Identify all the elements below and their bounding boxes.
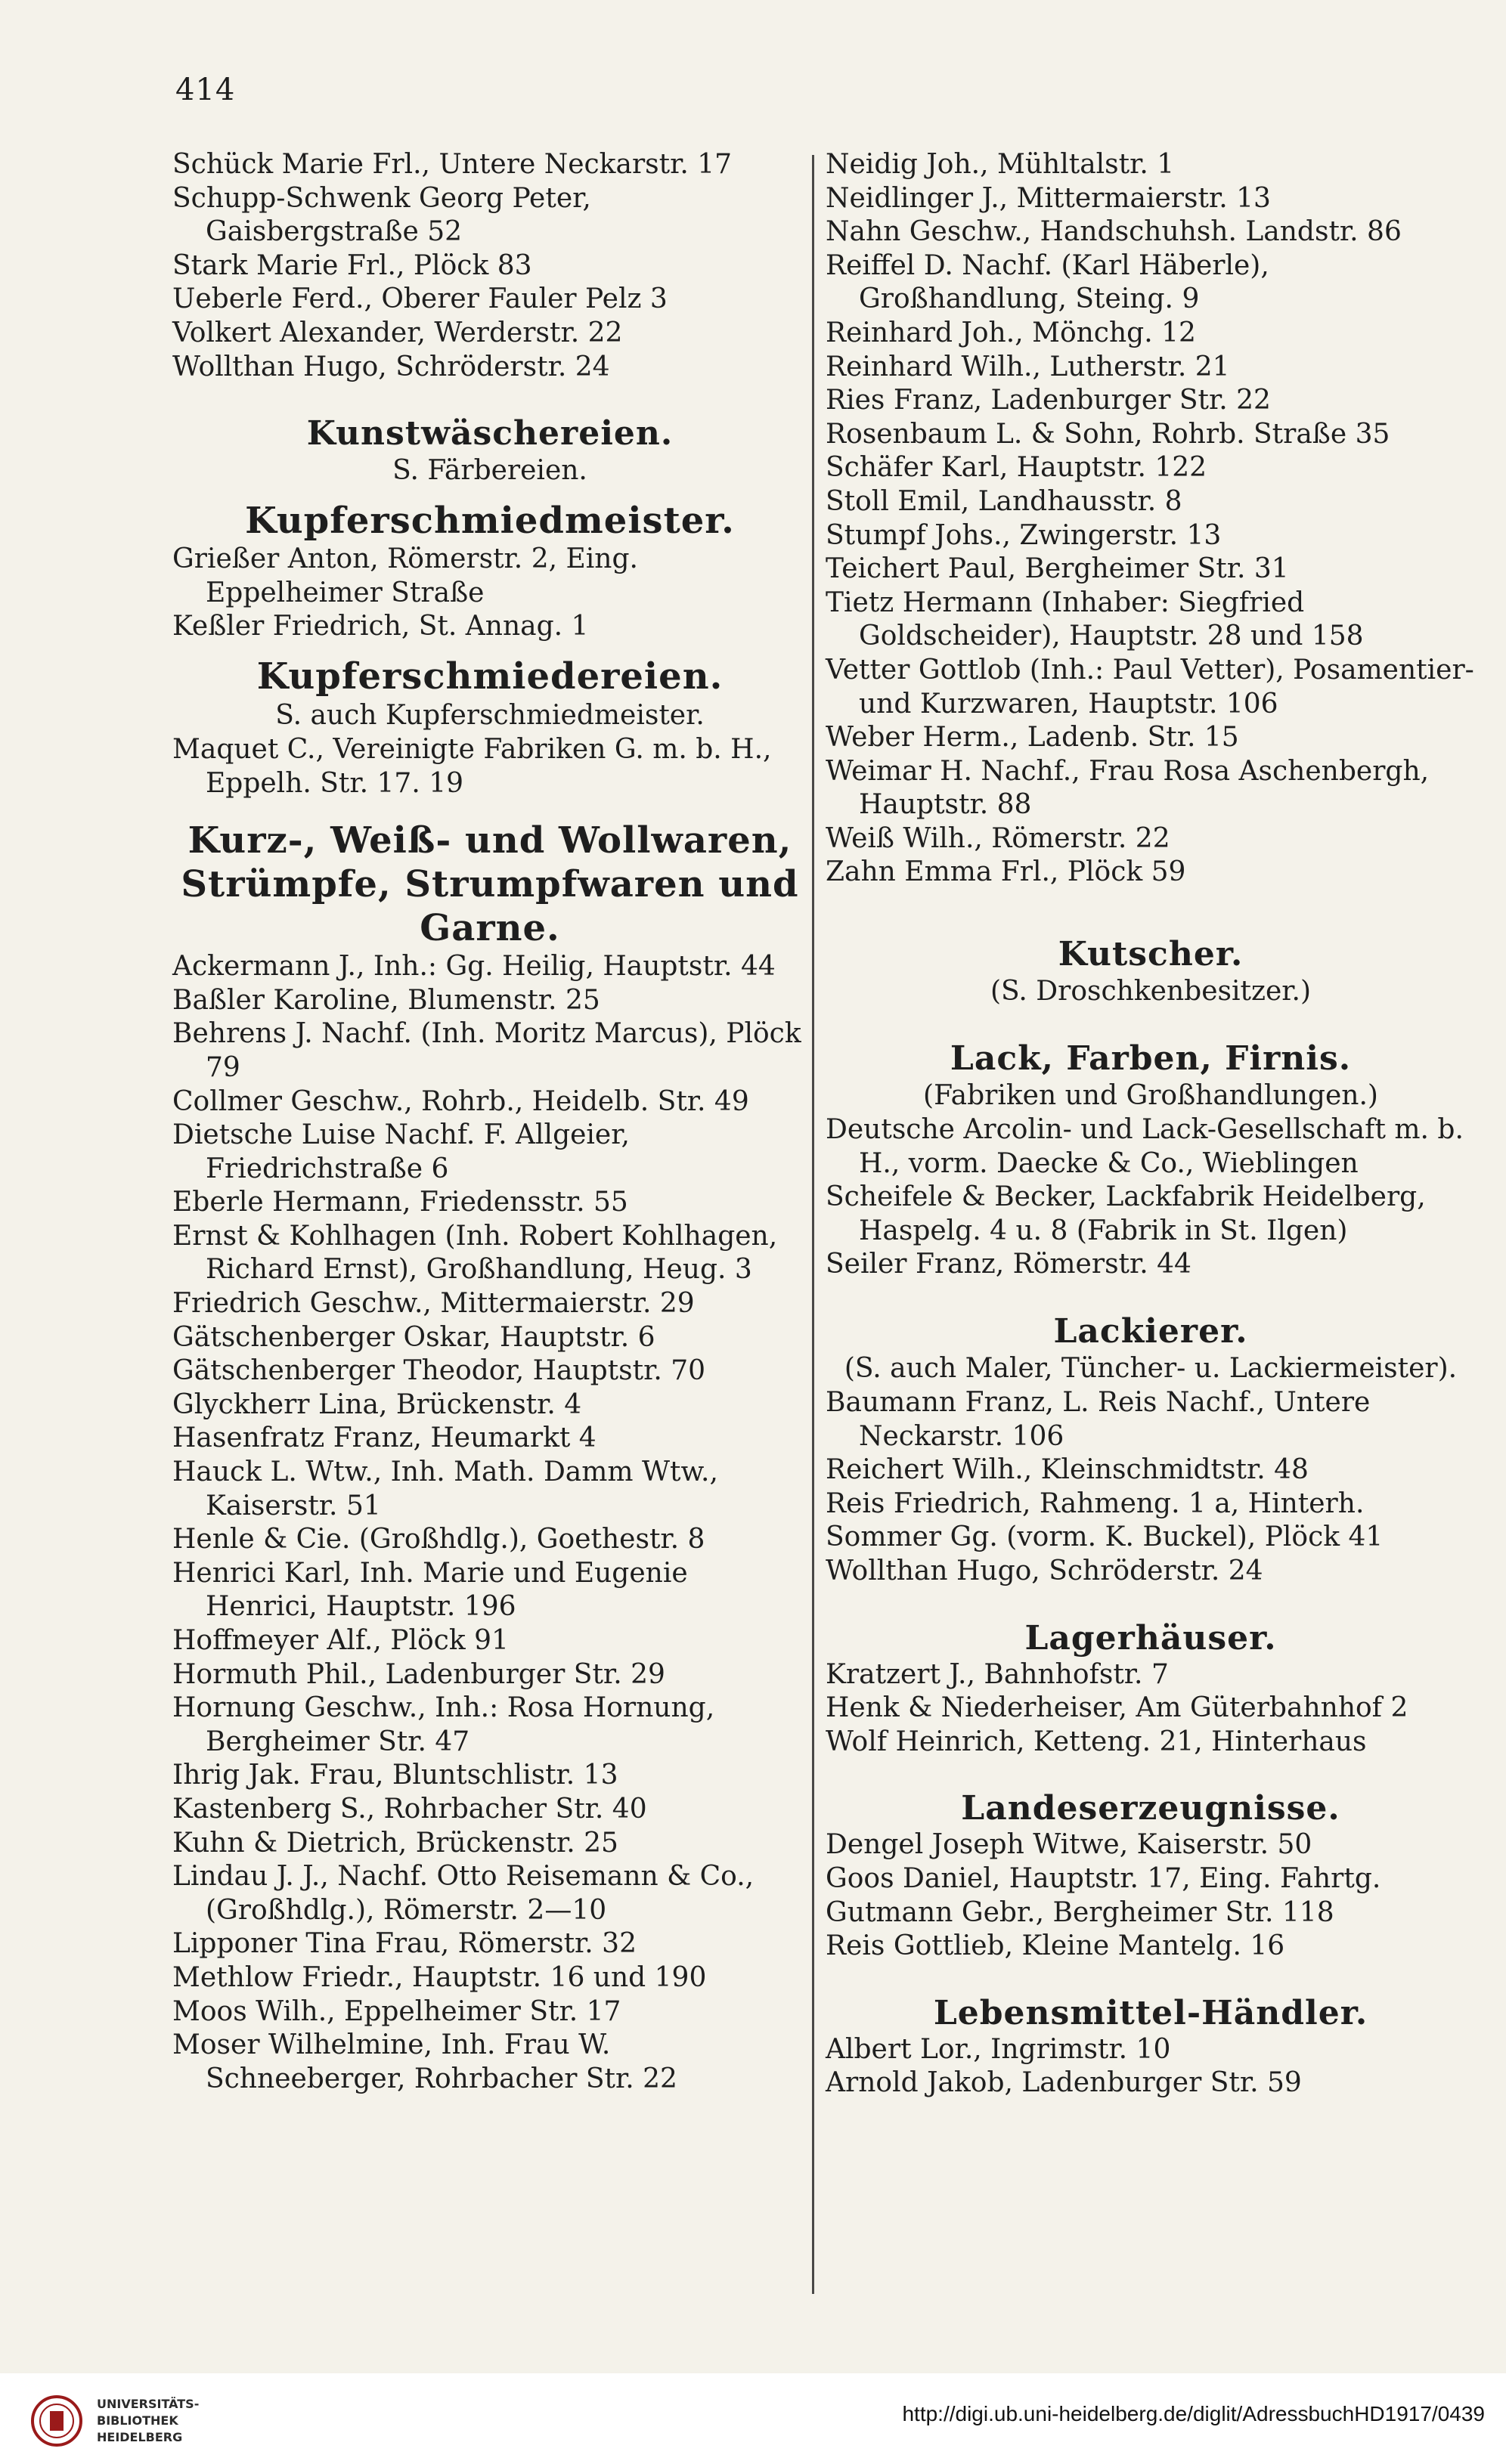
- directory-entry: Henk & Niederheiser, Am Güterbahnhof 2: [826, 1692, 1408, 1724]
- directory-entry: Goos Daniel, Hauptstr. 17, Eing. Fahrtg.: [826, 1862, 1381, 1894]
- directory-entry: Reis Friedrich, Rahmeng. 1 a, Hinterh.: [826, 1487, 1365, 1519]
- directory-entry: Henle & Cie. (Großhdlg.), Goethestr. 8: [172, 1524, 705, 1555]
- footer-bar: [0, 2373, 1506, 2464]
- directory-entry: Reinhard Wilh., Lutherstr. 21: [826, 351, 1230, 382]
- directory-entry: Stoll Emil, Landhausstr. 8: [826, 485, 1182, 517]
- section-heading: Lackierer.: [1053, 1312, 1248, 1351]
- directory-entry: Schupp-Schwenk Georg Peter, Gaisbergstraße 52: [172, 182, 591, 248]
- directory-entry: Keßler Friedrich, St. Annag. 1: [172, 611, 589, 642]
- directory-entry: Ihrig Jak. Frau, Bluntschlistr. 13: [172, 1760, 618, 1791]
- library-logo: [30, 2391, 234, 2452]
- directory-entry: Reinhard Joh., Mönchg. 12: [826, 317, 1196, 348]
- directory-entry: Moser Wilhelmine, Inh. Frau W. Schneeberger, Rohrbacher Str. 22: [172, 2029, 677, 2094]
- directory-entry: Hauck L. Wtw., Inh. Math. Damm Wtw., Kaiserstr. 51: [172, 1456, 718, 1521]
- directory-entry: Kuhn & Dietrich, Brückenstr. 25: [172, 1827, 618, 1859]
- directory-entry: Dietsche Luise Nachf. F. Allgeier, Friedrichstraße 6: [172, 1119, 630, 1184]
- library-seal-icon: [30, 2394, 83, 2447]
- directory-entry: Albert Lor., Ingrimstr. 10: [826, 2033, 1171, 2065]
- directory-entry: Stumpf Johs., Zwingerstr. 13: [826, 519, 1222, 551]
- directory-entry: Wollthan Hugo, Schröderstr. 24: [826, 1555, 1263, 1586]
- directory-entry: Weimar H. Nachf., Frau Rosa Aschenbergh, Hauptstr. 88: [826, 755, 1430, 821]
- library-logo-text: [97, 2396, 199, 2446]
- directory-entry: Hormuth Phil., Ladenburger Str. 29: [172, 1658, 665, 1690]
- directory-entry: Wolf Heinrich, Ketteng. 21, Hinterhaus: [826, 1726, 1367, 1757]
- directory-entry: Stark Marie Frl., Plöck 83: [172, 249, 532, 281]
- directory-entry: Moos Wilh., Eppelheimer Str. 17: [172, 1995, 621, 2027]
- directory-entry: Kastenberg S., Rohrbacher Str. 40: [172, 1793, 647, 1825]
- directory-entry: Ernst & Kohlhagen (Inh. Robert Kohlhagen, Richard Ernst), Großhandlung, Heug. 3: [172, 1220, 778, 1286]
- section-heading: Kutscher.: [1058, 935, 1244, 974]
- directory-entry: Kratzert J., Bahnhofstr. 7: [826, 1658, 1169, 1690]
- directory-entry: Arnold Jakob, Ladenburger Str. 59: [826, 2067, 1302, 2099]
- directory-entry: Scheifele & Becker, Lackfabrik Heidelberg, Haspelg. 4 u. 8 (Fabrik in St. Ilgen): [826, 1181, 1426, 1246]
- directory-entry: Deutsche Arcolin- und Lack-Gesellschaft m. b. H., vorm. Daecke & Co., Wieblingen: [826, 1114, 1464, 1179]
- directory-entry: Lindau J. J., Nachf. Otto Reisemann & Co., (Großhdlg.), Römerstr. 2—10: [172, 1861, 755, 1926]
- section-heading: Lack, Farben, Firnis.: [950, 1039, 1352, 1079]
- directory-entry: Seiler Franz, Römerstr. 44: [826, 1249, 1191, 1280]
- directory-entry: Collmer Geschw., Rohrb., Heidelb. Str. 49: [172, 1085, 749, 1117]
- section-note: (S. auch Maler, Tüncher- u. Lackiermeister).: [844, 1353, 1458, 1385]
- directory-entry: Rosenbaum L. & Sohn, Rohrb. Straße 35: [826, 418, 1390, 450]
- directory-entry: Schück Marie Frl., Untere Neckarstr. 17: [172, 149, 733, 180]
- directory-entry: Weber Herm., Ladenb. Str. 15: [826, 722, 1239, 754]
- directory-entry: Teichert Paul, Bergheimer Str. 31: [826, 553, 1289, 585]
- directory-entry: Vetter Gottlob (Inh.: Paul Vetter), Posamentier- und Kurzwaren, Hauptstr. 106: [826, 654, 1474, 720]
- directory-entry: Glyckherr Lina, Brückenstr. 4: [172, 1388, 582, 1420]
- directory-entry: Grießer Anton, Römerstr. 2, Eing. Eppelheimer Straße: [172, 543, 638, 608]
- directory-entry: Gutmann Gebr., Bergheimer Str. 118: [826, 1896, 1334, 1928]
- directory-entry: Methlow Friedr., Hauptstr. 16 und 190: [172, 1961, 707, 1993]
- section-heading: Landeserzeugnisse.: [961, 1789, 1340, 1828]
- directory-entry: Schäfer Karl, Hauptstr. 122: [826, 452, 1207, 484]
- section-note: (S. Droschkenbesitzer.): [990, 976, 1311, 1008]
- directory-entry: Hasenfratz Franz, Heumarkt 4: [172, 1422, 597, 1454]
- directory-entry: Maquet C., Vereinigte Fabriken G. m. b. H., Eppelh. Str. 17. 19: [172, 733, 772, 799]
- directory-entry: Hornung Geschw., Inh.: Rosa Hornung, Bergheimer Str. 47: [172, 1692, 715, 1757]
- section-heading: Kurz-, Weiß- und Wollwaren, Strümpfe, Strumpfwaren und Garne.: [181, 819, 799, 950]
- directory-entry: Eberle Hermann, Friedensstr. 55: [172, 1187, 628, 1218]
- section-note: (Fabriken und Großhandlungen.): [923, 1080, 1378, 1112]
- directory-entry: Friedrich Geschw., Mittermaierstr. 29: [172, 1288, 695, 1320]
- section-heading: Lebensmittel-Händler.: [933, 1993, 1368, 2032]
- section-heading: Kupferschmiedereien.: [256, 655, 724, 698]
- directory-entry: Gätschenberger Theodor, Hauptstr. 70: [172, 1355, 706, 1387]
- section-heading: Kunstwäschereien.: [306, 414, 674, 453]
- directory-entry: Henrici Karl, Inh. Marie und Eugenie Henrici, Hauptstr. 196: [172, 1557, 688, 1623]
- logo-line: HEIDELBERG: [97, 2430, 183, 2444]
- directory-entry: Tietz Hermann (Inhaber: Siegfried Goldscheider), Hauptstr. 28 und 158: [826, 587, 1364, 652]
- directory-entry: Baßler Karoline, Blumenstr. 25: [172, 984, 600, 1016]
- directory-entry: Reichert Wilh., Kleinschmidtstr. 48: [826, 1454, 1309, 1486]
- right-column: [826, 148, 1476, 2100]
- directory-entry: Weiß Wilh., Römerstr. 22: [826, 822, 1170, 854]
- left-column: [172, 148, 807, 2096]
- directory-entry: Gätschenberger Oskar, Hauptstr. 6: [172, 1321, 655, 1353]
- section-heading: Kupferschmiedmeister.: [245, 500, 735, 543]
- directory-entry: Ries Franz, Ladenburger Str. 22: [826, 385, 1271, 416]
- column-divider: [812, 155, 814, 2294]
- page-number: 414: [175, 73, 236, 107]
- directory-entry: Sommer Gg. (vorm. K. Buckel), Plöck 41: [826, 1521, 1384, 1553]
- source-url-link[interactable]: http://digi.ub.uni-heidelberg.de/diglit/AdressbuchHD1917/0439: [902, 2402, 1485, 2425]
- directory-entry: Reiffel D. Nachf. (Karl Häberle), Großhandlung, Steing. 9: [826, 249, 1269, 315]
- directory-entry: Nahn Geschw., Handschuhsh. Landstr. 86: [826, 216, 1402, 248]
- directory-entry: Volkert Alexander, Werderstr. 22: [172, 317, 623, 348]
- logo-line: BIBLIOTHEK: [97, 2413, 178, 2428]
- logo-line: UNIVERSITÄTS-: [97, 2397, 200, 2411]
- directory-entry: Reis Gottlieb, Kleine Mantelg. 16: [826, 1930, 1285, 1962]
- directory-entry: Zahn Emma Frl., Plöck 59: [826, 856, 1186, 888]
- directory-entry: Baumann Franz, L. Reis Nachf., Untere Neckarstr. 106: [826, 1387, 1371, 1452]
- directory-entry: Hoffmeyer Alf., Plöck 91: [172, 1625, 509, 1656]
- section-heading: Lagerhäuser.: [1024, 1618, 1277, 1658]
- directory-entry: Neidlinger J., Mittermaierstr. 13: [826, 182, 1271, 214]
- directory-entry: Lipponer Tina Frau, Römerstr. 32: [172, 1928, 637, 1960]
- section-note: S. Färbereien.: [392, 455, 587, 487]
- directory-entry: Ackermann J., Inh.: Gg. Heilig, Hauptstr. 44: [172, 951, 776, 983]
- section-note: S. auch Kupferschmiedmeister.: [275, 699, 705, 731]
- directory-entry: Neidig Joh., Mühltalstr. 1: [826, 149, 1175, 180]
- directory-entry: Ueberle Ferd., Oberer Fauler Pelz 3: [172, 283, 668, 315]
- directory-entry: Behrens J. Nachf. (Inh. Moritz Marcus), Plöck 79: [172, 1018, 801, 1083]
- directory-entry: Dengel Joseph Witwe, Kaiserstr. 50: [826, 1829, 1312, 1861]
- directory-entry: Wollthan Hugo, Schröderstr. 24: [172, 351, 610, 382]
